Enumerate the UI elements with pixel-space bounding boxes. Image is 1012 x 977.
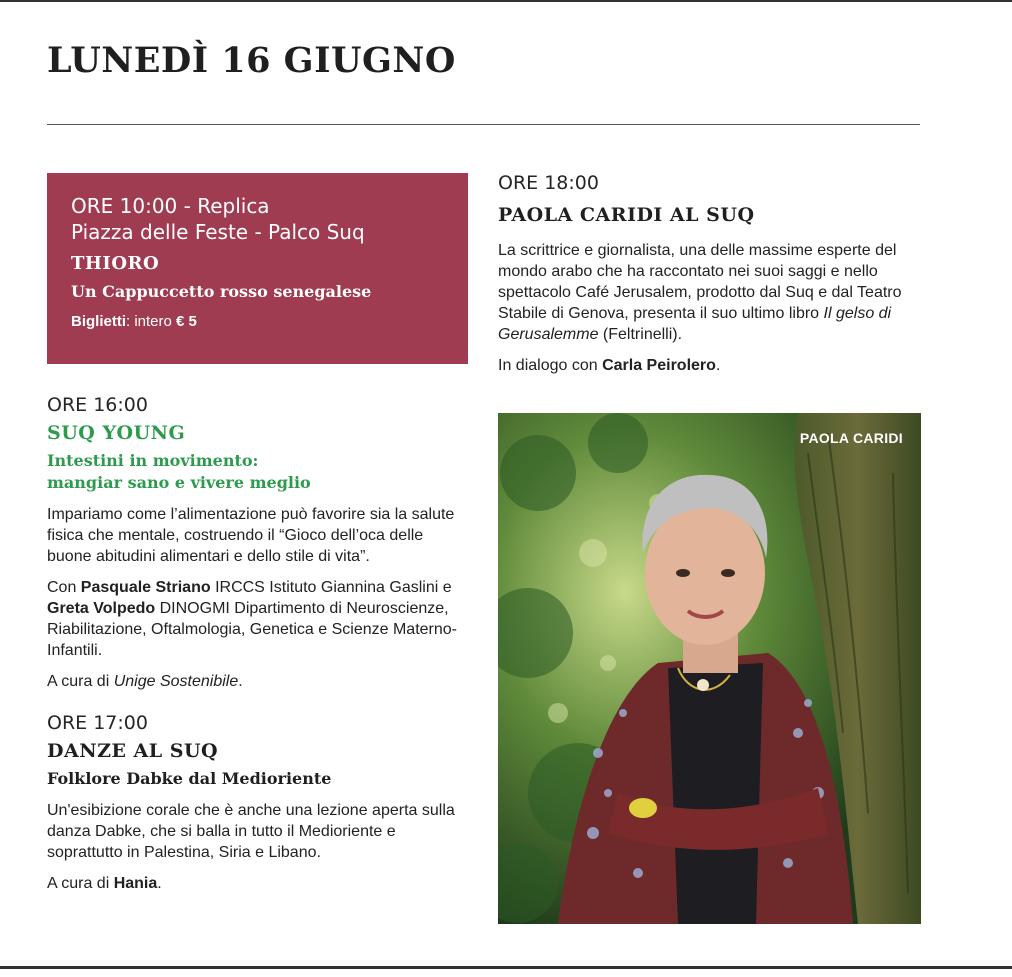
guest-name: Pasquale Striano	[80, 579, 211, 596]
curated-prefix: A cura di	[47, 673, 114, 690]
bottom-rule	[0, 966, 1012, 977]
description-text: La scrittrice e giornalista, una delle massime esperte del mondo arabo che ha raccontato nei suoi saggi e nello spettacolo Café Jerusalem, prodotto dal Suq e dal Teatro Stabile di Genova, presenta il suo ultimo libro	[498, 242, 902, 322]
event-subtitle-line2: mangiar sano e vivere meglio	[47, 473, 311, 492]
photo-caption: PAOLA CARIDI	[799, 430, 903, 446]
event-curator	[47, 873, 468, 894]
guest-name: Greta Volpedo	[47, 600, 156, 617]
event-description	[498, 240, 920, 345]
event-1700	[47, 710, 468, 894]
event-subtitle	[47, 450, 468, 494]
dialog-person: Carla Peirolero	[602, 357, 716, 374]
dialog-suffix: .	[715, 357, 721, 374]
page-title: LUNEDÌ 16 GIUGNO	[47, 40, 456, 81]
tickets-text: : intero	[126, 313, 177, 330]
event-time: ORE 17:00	[47, 712, 148, 734]
book-title: Il gelso di Gerusalemme	[498, 305, 892, 343]
curated-suffix: .	[157, 875, 162, 892]
event-guests	[47, 577, 468, 661]
curator-name: Hania	[113, 875, 158, 892]
curated-suffix: .	[238, 673, 243, 690]
portrait-illustration	[498, 413, 921, 924]
event-1600	[47, 392, 468, 692]
card-tickets	[71, 313, 444, 330]
dialog-prefix: In dialogo con	[498, 357, 603, 374]
event-title: SUQ YOUNG	[47, 422, 186, 444]
event-subtitle: Folklore Dabke dal Medioriente	[47, 769, 332, 788]
card-title: THIORO	[71, 253, 160, 274]
guest-affiliation: IRCCS Istituto Giannina Gaslini e	[210, 579, 452, 596]
guest-affiliation: DINOGMI Dipartimento di Neuroscienze, Riabilitazione, Oftalmologia, Genetica e Scienze Materno-Infantili.	[47, 600, 457, 659]
card-time: ORE 10:00 - Replica	[71, 194, 270, 218]
portrait-photo	[498, 413, 921, 924]
curator-name: Unige Sostenibile	[113, 673, 239, 690]
event-title: PAOLA CARIDI AL SUQ	[498, 204, 755, 226]
event-dialog	[498, 355, 920, 376]
event-description: Impariamo come l’alimentazione può favorire sia la salute fisica che mentale, costruendo il “Gioco dell’oca delle buone abitudini alimentari e dello stile di vita”.	[47, 506, 455, 565]
tickets-label: Biglietti	[71, 313, 126, 330]
title-divider	[47, 124, 920, 125]
event-description: Un'esibizione corale che è anche una lezione aperta sulla danza Dabke, che si balla in tutto il Medioriente e soprattutto in Palestina, Siria e Libano.	[47, 802, 455, 861]
card-subtitle: Un Cappuccetto rosso senegalese	[71, 282, 372, 301]
with-prefix: Con	[47, 579, 81, 596]
event-time: ORE 16:00	[47, 394, 148, 416]
card-place: Piazza delle Feste - Palco Suq	[71, 220, 365, 244]
left-column	[47, 173, 468, 894]
top-rule	[0, 0, 1012, 2]
event-card-1000	[47, 173, 468, 364]
event-subtitle-line1: Intestini in movimento:	[47, 451, 259, 470]
publisher: (Feltrinelli).	[598, 326, 683, 343]
event-title: DANZE AL SUQ	[47, 740, 219, 762]
tickets-price: € 5	[176, 313, 197, 330]
event-time: ORE 18:00	[498, 172, 599, 194]
event-curator	[47, 671, 468, 692]
right-column	[498, 170, 920, 376]
curated-prefix: A cura di	[47, 875, 114, 892]
